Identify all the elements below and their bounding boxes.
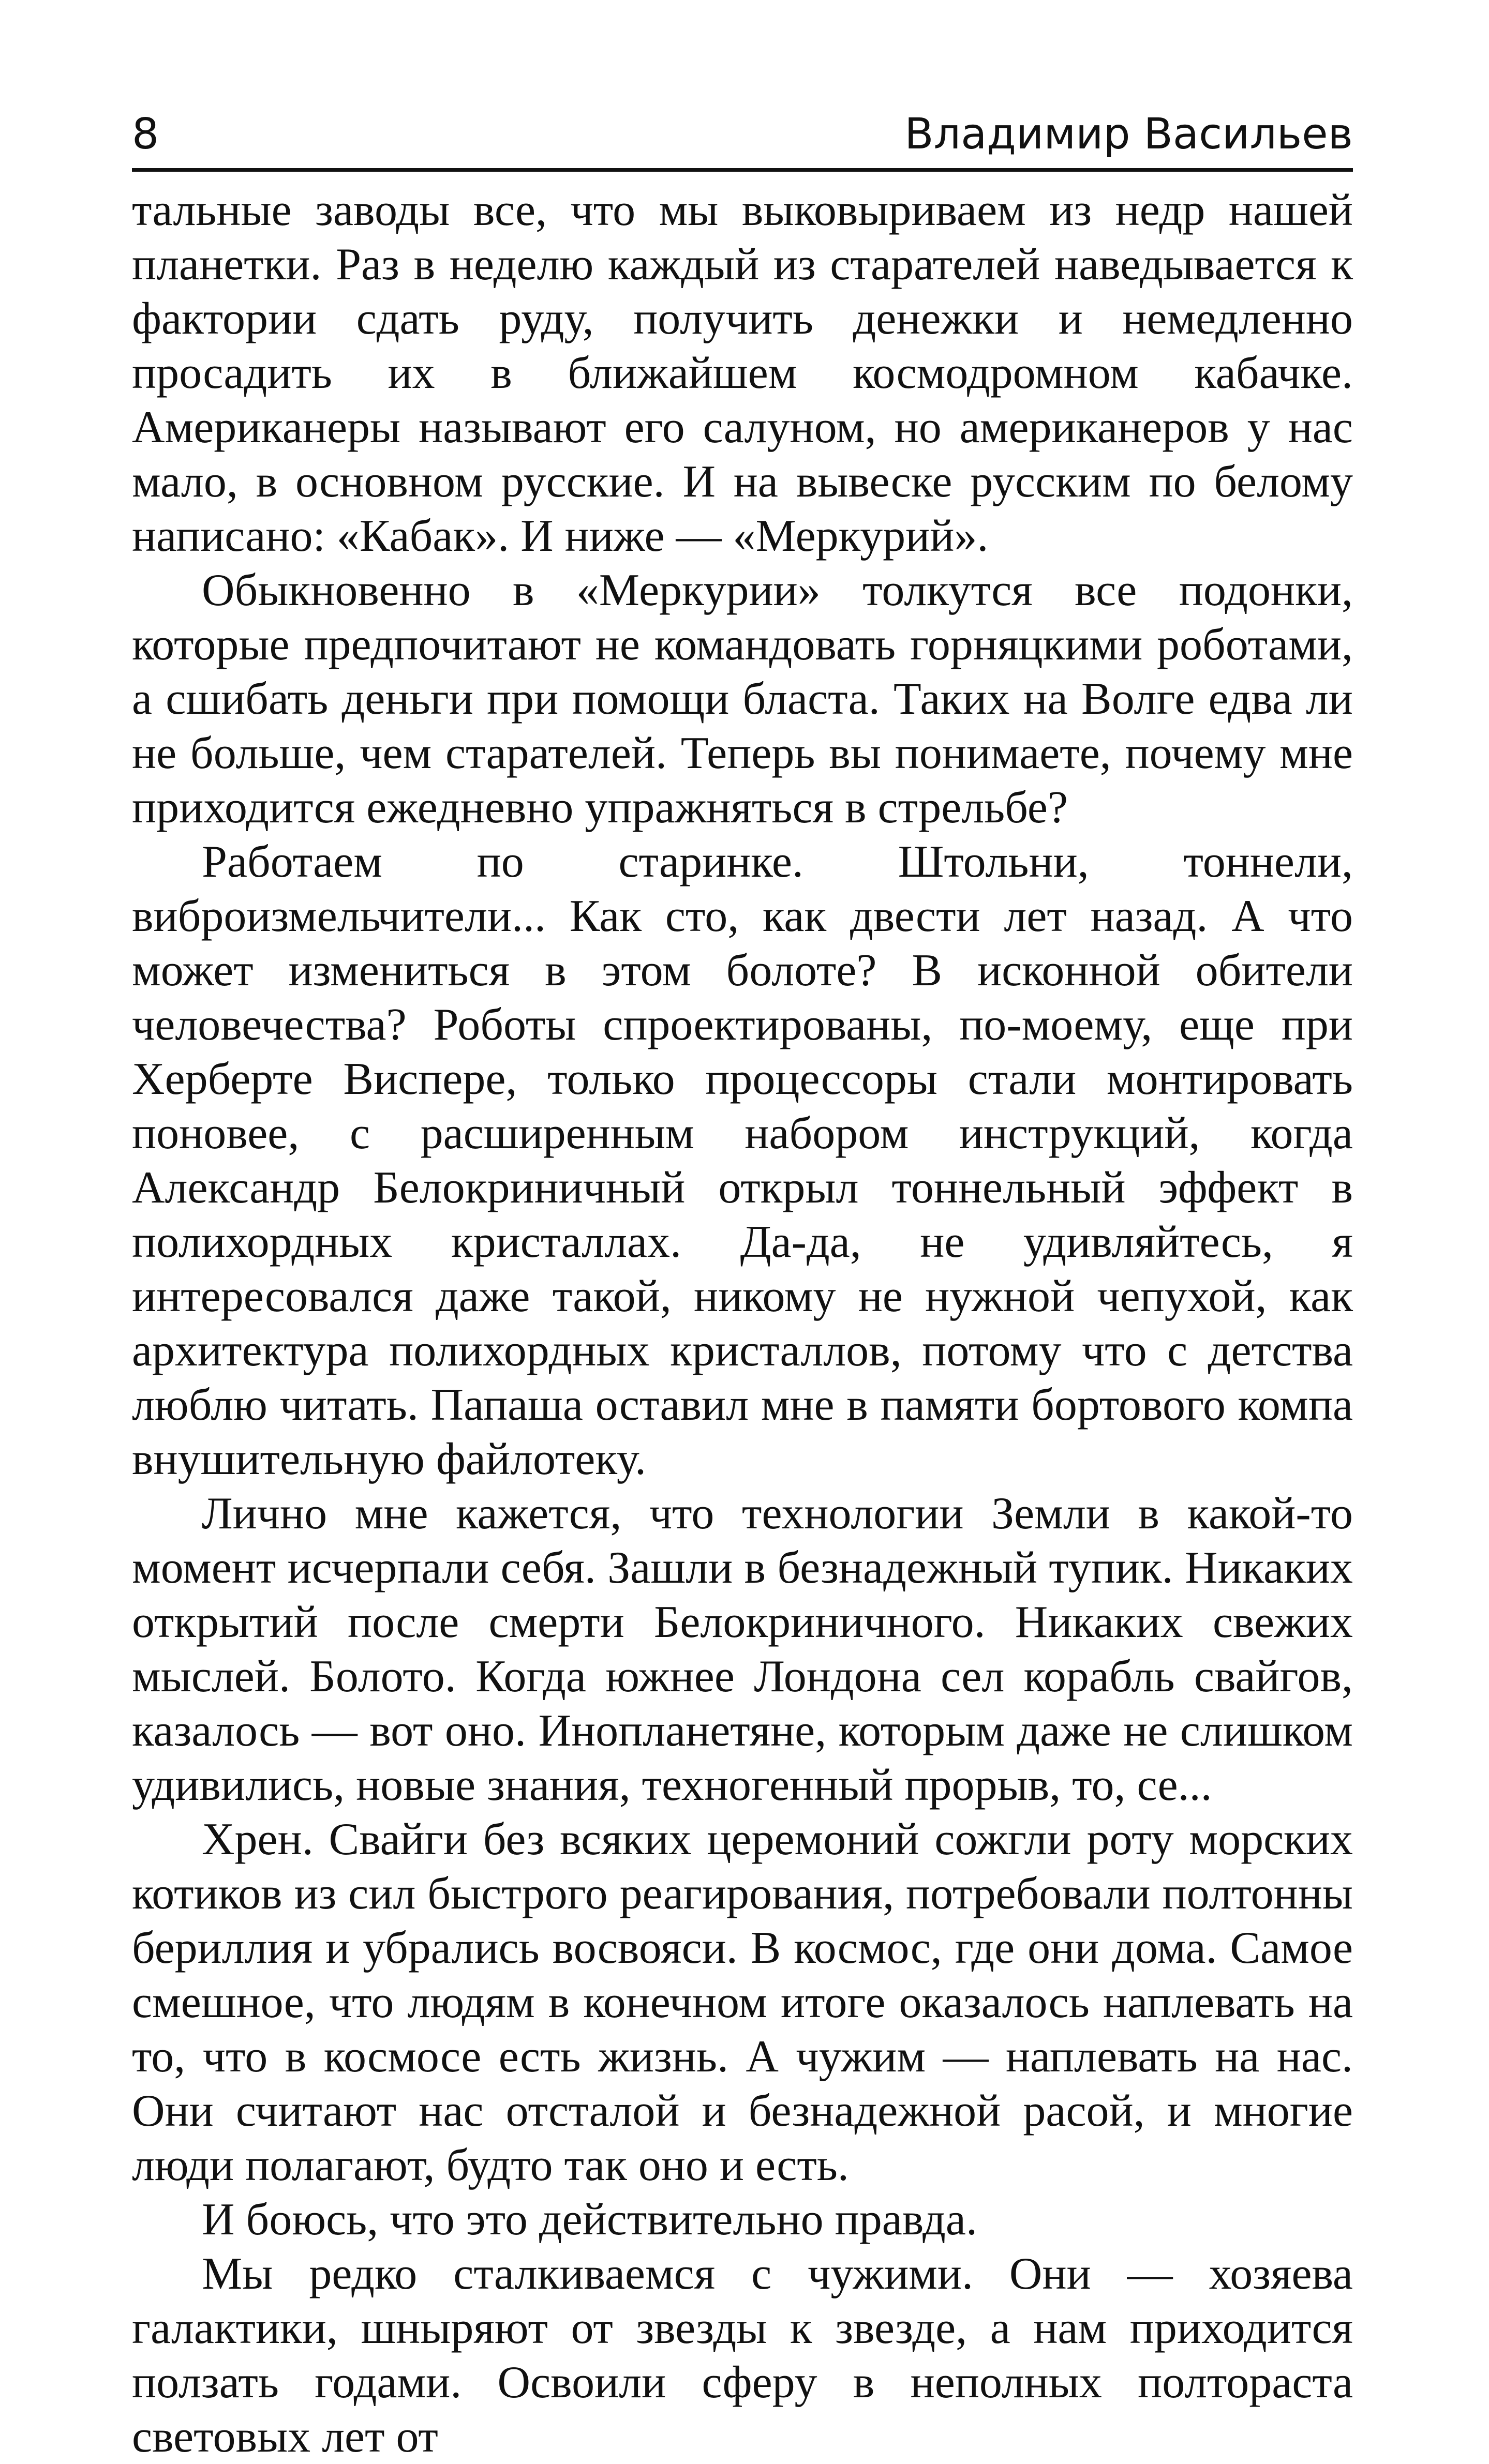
running-head [132, 101, 1353, 172]
book-page [132, 101, 1353, 2462]
paragraph: Обыкновенно в «Меркурии» толкутся все подонки, которые предпочитают не командовать горняцкими роботами, а сшибать деньги при помощи бласта. Таких на Волге едва ли не больше, чем старателей. Теперь вы понимаете, почему мне приходится ежедневно упражняться в стрельбе? [132, 565, 1353, 833]
paragraph: тальные заводы все, что мы выковыриваем из недр нашей планетки. Раз в неделю каждый из старателей наведывается к фактории сдать руду, получить денежки и немедленно просадить их в ближайшем космодромном кабачке. Американеры называют его салуном, но американеров у нас мало, в основном русские. И на вывеске русским по белому написано: «Кабак». И ниже — «Меркурий». [132, 185, 1353, 561]
book-author: Владимир Васильев [904, 110, 1353, 159]
body-text [132, 183, 1353, 2464]
paragraph: Лично мне кажется, что технологии Земли в какой-то момент исчерпали себя. Зашли в безнадежный тупик. Никаких открытий после смерти Белокриничного. Никаких свежих мыслей. Болото. Когда южнее Лондона сел корабль свайгов, казалось — вот оно. Инопланетяне, которым даже не слишком удивились, новые знания, техногенный прорыв, то, се... [132, 1489, 1353, 1810]
paragraph: И боюсь, что это действительно правда. [202, 2195, 977, 2245]
paragraph: Хрен. Свайги без всяких церемоний сожгли роту морских котиков из сил быстрого реагирования, потребовали полтонны бериллия и убрались восвояси. В космос, где они дома. Самое смешное, что людям в конечном итоге оказалось наплевать на то, что в космосе есть жизнь. А чужим — наплевать на нас. Они считают нас отсталой и безнадежной расой, и многие люди полагают, будто так оно и есть. [132, 1814, 1353, 2190]
page-number: 8 [132, 110, 159, 159]
paragraph: Работаем по старинке. Штольни, тоннели, виброизмельчители... Как сто, как двести лет назад. А что может измениться в этом болоте? В исконной обители человечества? Роботы спроектированы, по-моему, еще при Херберте Виспере, только процессоры стали монтировать поновее, с расширенным набором инструкций, когда Александр Белокриничный открыл тоннельный эффект в полихордных кристаллах. Да-да, не удивляйтесь, я интересовался даже такой, никому не нужной чепухой, как архитектура полихордных кристаллов, потому что с детства люблю читать. Папаша оставил мне в памяти бортового компа внушительную файлотеку. [132, 837, 1353, 1484]
paragraph: Мы редко сталкиваемся с чужими. Они — хозяева галактики, шныряют от звезды к звезде, а нам приходится ползать годами. Освоили сферу в неполных полтораста световых лет от [132, 2249, 1353, 2462]
